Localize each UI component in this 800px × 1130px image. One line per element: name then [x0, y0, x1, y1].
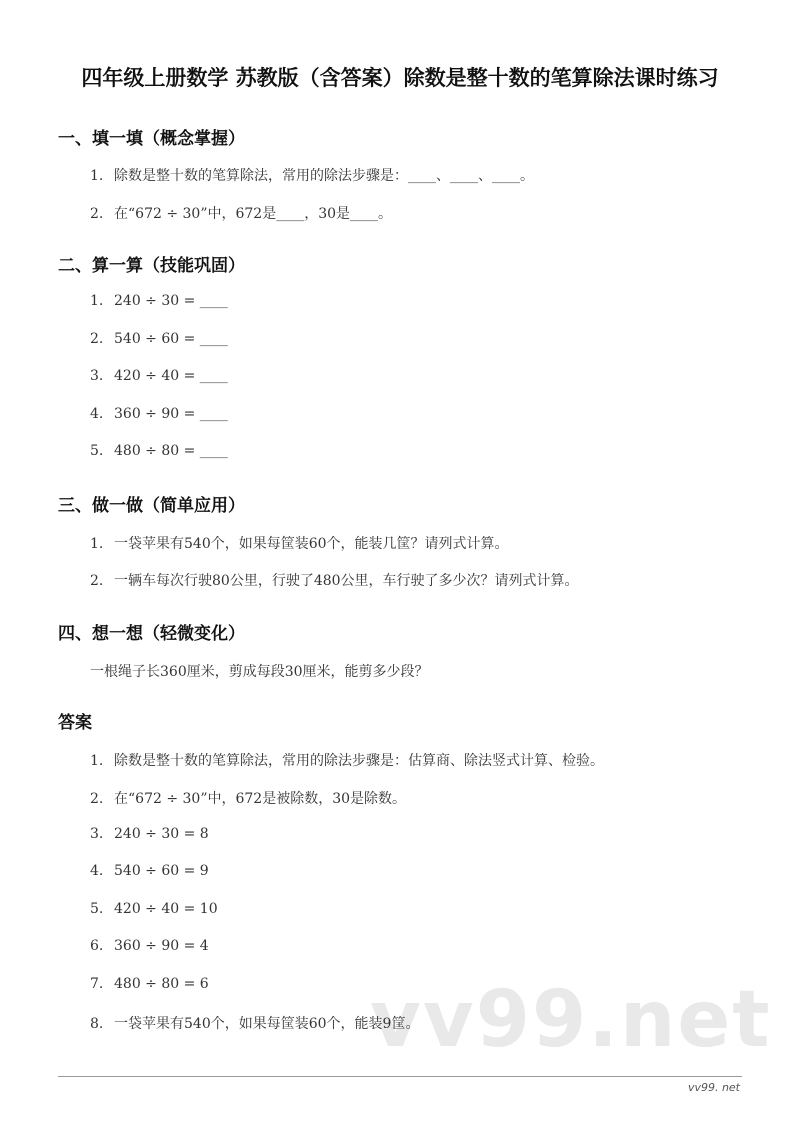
s4-question: 一根绳子长360厘米，剪成每段30厘米，能剪多少段？ [90, 664, 429, 680]
answer-item-6 [90, 938, 209, 954]
answer-item-3 [90, 826, 209, 842]
item-text: 一袋苹果有540个，如果每筐装60个，能装9筐。 [114, 1016, 420, 1032]
item-number: 2. [90, 573, 104, 589]
item-text: 在“672 ÷ 30”中，672是____，30是____。 [114, 206, 393, 222]
answer-item-2 [90, 788, 406, 808]
item-text: 540 ÷ 60 = 9 [114, 863, 209, 879]
item-number: 1. [90, 753, 104, 769]
item-number: 3. [90, 368, 104, 384]
item-text: 360 ÷ 90 = 4 [114, 938, 209, 954]
item-text: 一袋苹果有540个，如果每筐装60个，能装几筐？请列式计算。 [114, 536, 509, 552]
item-number: 1. [90, 168, 104, 184]
item-text: 240 ÷ 30 = 8 [114, 826, 209, 842]
s2-item-1 [90, 293, 228, 309]
item-number: 6. [90, 938, 104, 954]
item-number: 5. [90, 901, 104, 917]
item-number: 2. [90, 331, 104, 347]
item-number: 4. [90, 406, 104, 422]
s3-item-1 [90, 533, 509, 553]
section-2-heading: 二、算一算（技能巩固） [58, 256, 245, 276]
item-number: 2. [90, 791, 104, 807]
answer-item-7 [90, 976, 209, 992]
answer-item-1 [90, 750, 604, 770]
item-text: 480 ÷ 80 = ____ [114, 443, 228, 459]
page-title: 四年级上册数学 苏教版（含答案）除数是整十数的笔算除法课时练习 [81, 65, 719, 90]
s3-item-2 [90, 570, 579, 590]
item-number: 1. [90, 293, 104, 309]
item-number: 2. [90, 206, 104, 222]
item-text: 540 ÷ 60 = ____ [114, 331, 228, 347]
s2-item-4 [90, 406, 228, 422]
item-number: 3. [90, 826, 104, 842]
item-text: 420 ÷ 40 = 10 [114, 901, 218, 917]
item-number: 7. [90, 976, 104, 992]
item-text: 240 ÷ 30 = ____ [114, 293, 228, 309]
s1-item-1 [90, 165, 534, 185]
s2-item-5 [90, 443, 228, 459]
section-4-heading: 四、想一想（轻微变化） [58, 624, 245, 644]
item-number: 5. [90, 443, 104, 459]
answer-item-5 [90, 901, 218, 917]
s2-item-2 [90, 331, 228, 347]
section-3-heading: 三、做一做（简单应用） [58, 496, 245, 516]
footer-site-label: vv99. net [687, 1081, 740, 1094]
footer-divider [58, 1076, 742, 1077]
answers-heading: 答案 [58, 713, 92, 733]
item-text: 360 ÷ 90 = ____ [114, 406, 228, 422]
s2-item-3 [90, 368, 228, 384]
item-text: 在“672 ÷ 30”中，672是被除数，30是除数。 [114, 791, 407, 807]
item-text: 一辆车每次行驶80公里，行驶了480公里，车行驶了多少次？请列式计算。 [114, 573, 579, 589]
item-text: 480 ÷ 80 = 6 [114, 976, 209, 992]
item-text: 除数是整十数的笔算除法，常用的除法步骤是：____、____、____。 [114, 168, 534, 184]
item-text: 420 ÷ 40 = ____ [114, 368, 228, 384]
watermark: vv99.net [370, 975, 772, 1065]
answer-item-8 [90, 1013, 419, 1033]
item-number: 8. [90, 1016, 104, 1032]
item-number: 1. [90, 536, 104, 552]
s1-item-2 [90, 203, 392, 223]
section-1-heading: 一、填一填（概念掌握） [58, 129, 245, 149]
item-number: 4. [90, 863, 104, 879]
item-text: 除数是整十数的笔算除法，常用的除法步骤是：估算商、除法竖式计算、检验。 [114, 753, 604, 769]
answer-item-4 [90, 863, 209, 879]
